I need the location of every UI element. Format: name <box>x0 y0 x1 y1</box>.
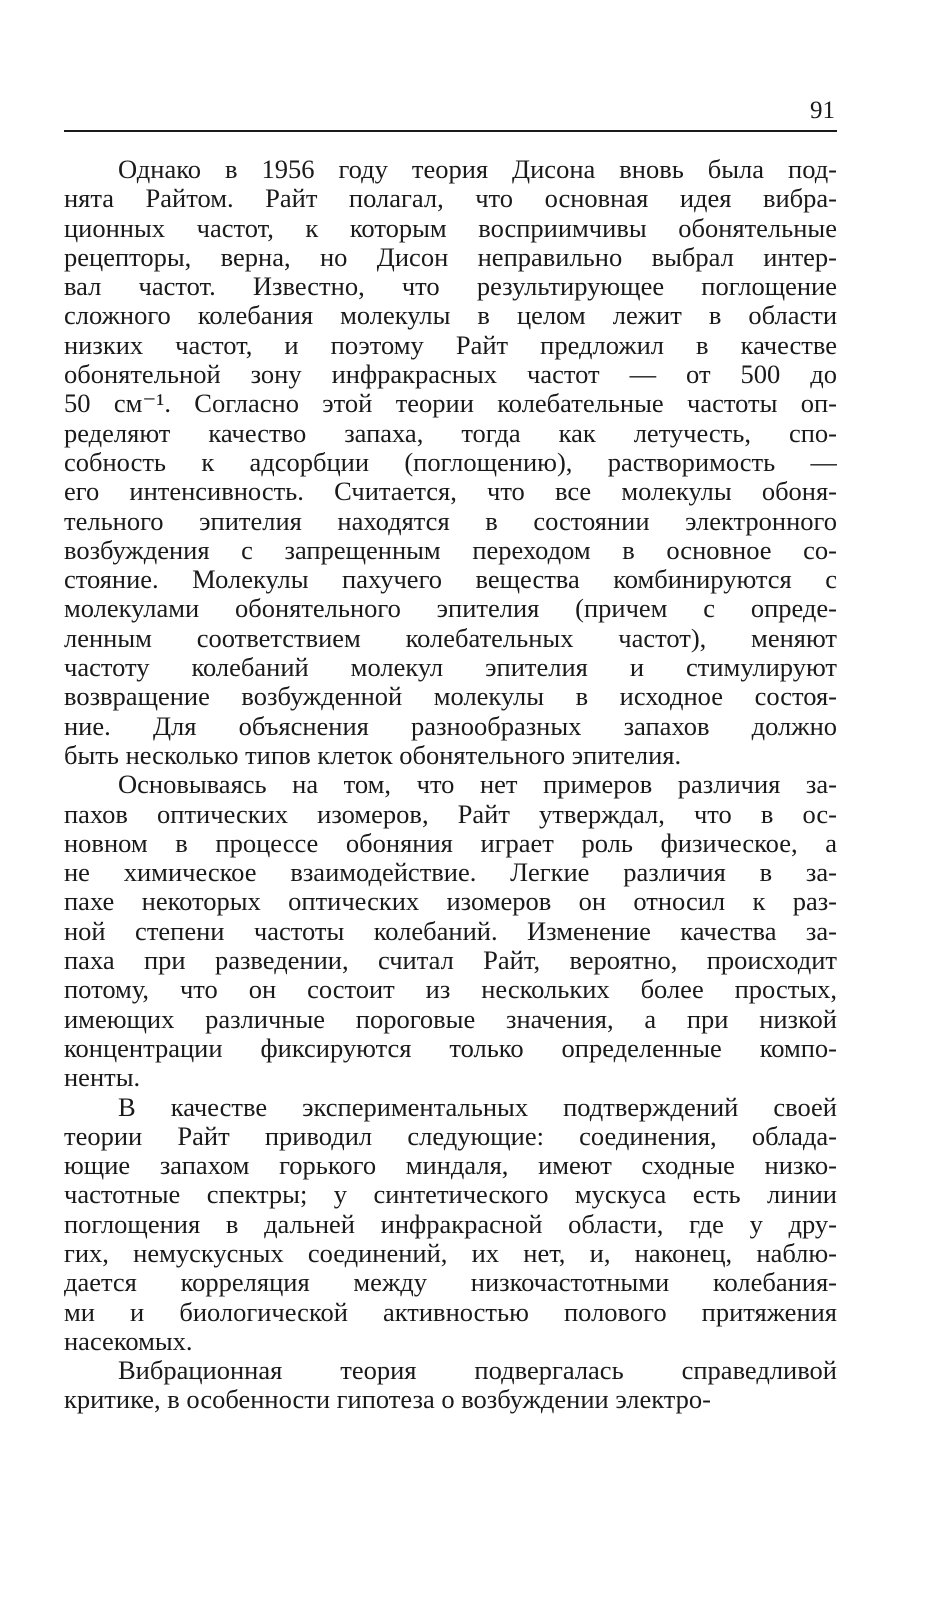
text-line: пахе некоторых оптических изомеров он относил к раз- <box>64 887 837 917</box>
text-line: критике, в особенности гипотеза о возбуждении электро- <box>64 1385 711 1415</box>
text-line: сложного колебания молекулы в целом лежит в области <box>64 301 837 331</box>
text-line: концентрации фиксируются только определенные компо- <box>64 1033 837 1063</box>
text-line: его интенсивность. Считается, что все молекулы обоня- <box>64 477 837 507</box>
text-line: не химическое взаимодействие. Легкие различия в за- <box>64 858 837 888</box>
text-line: насекомых. <box>64 1326 193 1356</box>
text-line: ние. Для объяснения разнообразных запахов должно <box>64 711 837 741</box>
paragraph <box>64 1093 837 1357</box>
text-line: молекулами обонятельного эпителия (причем с опреде- <box>64 594 837 624</box>
text-line: паха при разведении, считал Райт, вероятно, происходит <box>64 946 837 976</box>
text-line: Вибрационная теория подвергалась справедливой <box>118 1356 837 1386</box>
text-line: обонятельной зону инфракрасных частот — от 500 до <box>64 360 837 390</box>
text-line: дается корреляция между низкочастотными колебания- <box>64 1268 837 1298</box>
text-line: собность к адсорбции (поглощению), растворимость — <box>64 447 837 477</box>
text-line: 50 см⁻¹. Согласно этой теории колебательные частоты оп- <box>64 389 837 419</box>
text-line: стояние. Молекулы пахучего вещества комбинируются с <box>64 565 837 595</box>
text-line: возбуждения с запрещенным переходом в основное со- <box>64 535 837 565</box>
text-line: ненты. <box>64 1063 141 1093</box>
text-body <box>64 155 837 1415</box>
text-line: имеющих различные пороговые значения, а при низкой <box>64 1004 837 1034</box>
text-line: возвращение возбужденной молекулы в исходное состоя- <box>64 682 837 712</box>
text-line: быть несколько типов клеток обонятельного эпителия. <box>64 740 682 770</box>
text-line: Однако в 1956 году теория Дисона вновь была под- <box>118 155 837 184</box>
text-line: поглощения в дальней инфракрасной области, где у дру- <box>64 1209 837 1239</box>
text-line: тельного эпителия находятся в состоянии электронного <box>64 506 837 536</box>
text-line: частотные спектры; у синтетического мускуса есть линии <box>64 1180 837 1210</box>
paragraph <box>64 155 837 770</box>
text-line: В качестве экспериментальных подтверждений своей <box>118 1092 837 1122</box>
page-number: 91 <box>810 97 835 124</box>
paragraph <box>64 770 837 1092</box>
text-line: ределяют качество запаха, тогда как летучесть, спо- <box>64 418 837 448</box>
text-line: ционных частот, к которым восприимчивы обонятельные <box>64 213 837 243</box>
text-line: Основываясь на том, что нет примеров различия за- <box>118 770 837 800</box>
text-line: гих, немускусных соединений, их нет, и, наконец, наблю- <box>64 1238 837 1268</box>
paragraph <box>64 1356 837 1415</box>
text-line: ленным соответствием колебательных частот), меняют <box>64 623 837 653</box>
text-line: рецепторы, верна, но Дисон неправильно выбрал интер- <box>64 242 837 272</box>
text-line: нята Райтом. Райт полагал, что основная идея вибра- <box>64 184 837 214</box>
text-line: ми и биологической активностью полового притяжения <box>64 1297 837 1327</box>
text-line: новном в процессе обоняния играет роль физическое, а <box>64 828 837 858</box>
text-line: вал частот. Известно, что результирующее поглощение <box>64 272 837 302</box>
text-line: ющие запахом горького миндаля, имеют сходные низко- <box>64 1151 837 1181</box>
header-rule <box>64 130 837 132</box>
text-line: теории Райт приводил следующие: соединения, облада- <box>64 1121 837 1151</box>
text-line: низких частот, и поэтому Райт предложил в качестве <box>64 330 837 360</box>
text-line: ной степени частоты колебаний. Изменение качества за- <box>64 916 837 946</box>
text-line: пахов оптических изомеров, Райт утверждал, что в ос- <box>64 799 837 829</box>
text-line: потому, что он состоит из нескольких более простых, <box>64 975 837 1005</box>
text-line: частоту колебаний молекул эпителия и стимулируют <box>64 653 837 683</box>
